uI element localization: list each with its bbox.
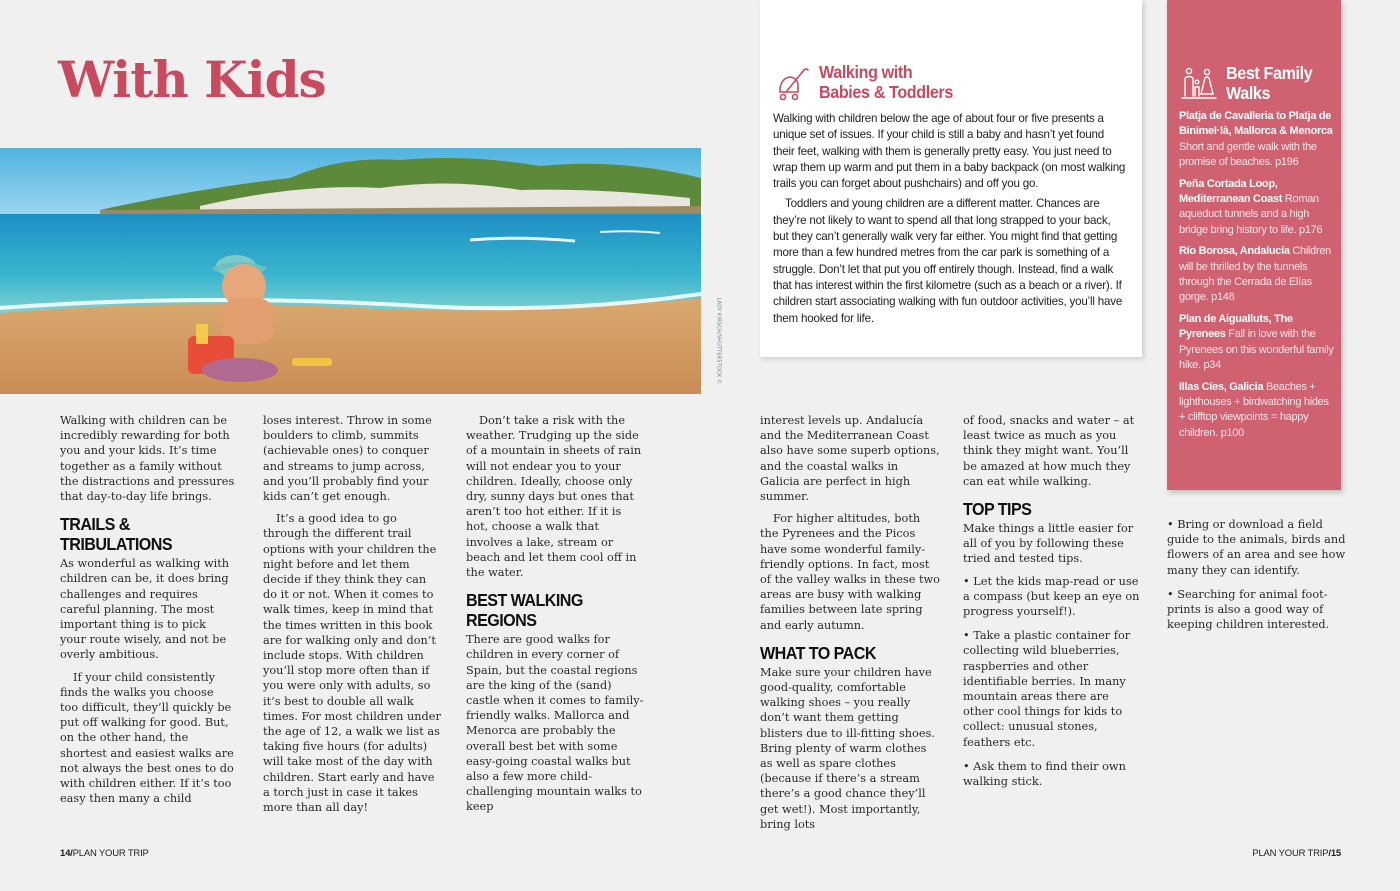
family-walk-item [1179, 312, 1337, 374]
heading-what-to-pack: WHAT TO PACK [760, 642, 876, 663]
paragraph: Walking with children below the age of about four or five presents a unique set of issues. If your child is still a baby and hasn’t yet found their feet, walking with them is generally pretty easy. You just need to wrap them up warm and put them in a baby backpack (on most walking trails you can forget about pushchairs) and off you go. [773, 112, 1126, 191]
family-walk-item [1179, 177, 1337, 239]
tip-item: • Searching for animal foot-prints is also a good way of keeping children interested. [1167, 587, 1330, 632]
walk-name: Platja de Cavalleria to Platja de Binimel·là, Mallorca & Menorca [1179, 110, 1333, 138]
paragraph: There are good walks for children in every corner of Spain, but the coastal regions are the king of the (sand) castle when it comes to family-friendly walks. Mallorca and Menorca are probably the overall best bet with some easy-going coastal walks but also a few more child-challenging mountain walks to keep [466, 633, 644, 814]
footer-slash: / [1328, 848, 1331, 859]
tip-item: • Let the kids map-read or use a compass (but keep an eye on progress yourself!). [963, 574, 1140, 619]
tip-item: • Ask them to find their own walking stick. [963, 759, 1126, 789]
family-box-title: Best Family Walks [1226, 63, 1313, 103]
column-2 [263, 413, 441, 822]
footer-right [1252, 848, 1341, 859]
beach-photo-illustration [0, 148, 701, 394]
paragraph: As wonderful as walking with children can be, it does bring challenges and requires careful planning. The most important thing is to pick your route wisely, and not be overly ambitious. [60, 557, 230, 662]
paragraph: Make things a little easier for all of you by following these tried and tested tips. [963, 522, 1134, 566]
column-1 [60, 413, 235, 813]
walk-desc: Beaches + lighthouses + birdwatching hides + clifftop viewpoints = happy children. p100 [1179, 380, 1329, 439]
footer-section: PLAN YOUR TRIP [72, 848, 149, 859]
family-walk-item [1179, 109, 1337, 171]
tip-item: • Bring or download a field guide to the animals, birds and flowers of an area and see how many they can identify. [1167, 518, 1346, 577]
walk-name: Plan de Aigualluts, The Pyrenees [1179, 312, 1293, 341]
best-family-walks-box [1167, 0, 1341, 490]
paragraph: Make sure your children have good-quality, comfortable walking shoes – you really don’t want them getting blisters due to ill-fitting shoes. Bring plenty of warm clothes as well as spare clothes (because if there’s a stream there’s a good chance they’ll get wet!). Most importantly, bring lots [760, 665, 935, 831]
family-walk-item [1179, 380, 1337, 442]
walk-desc: Fall in love with the Pyrenees on this wonderful family hike. p34 [1179, 328, 1334, 372]
intro-paragraph: Walking with children can be incredibly rewarding for both you and your kids. It’s time together as a family without the distractions and pressures that day-to-day life brings. [60, 414, 235, 504]
babies-toddlers-box [760, 0, 1142, 357]
column-6 [1167, 517, 1347, 641]
paragraph: loses interest. Throw in some boulders to climb, summits (achievable ones) to conquer and streams to jump across, and you’ll probably find your kids can’t get enough. [263, 414, 432, 504]
walk-desc: Children will be thrilled by the tunnels through the Cerrada de Elías gorge. p148 [1179, 245, 1331, 304]
heading-trails: TRAILS & TRIBULATIONS [60, 514, 173, 555]
heading-top-tips: TOP TIPS [963, 499, 1032, 520]
walk-name: Peña Cortada Loop, Mediterranean Coast [1179, 177, 1283, 206]
beach-photo [0, 148, 701, 394]
family-walk-item [1179, 244, 1337, 306]
family-walks-list [1179, 109, 1337, 447]
footer-section: PLAN YOUR TRIP [1252, 848, 1329, 859]
footer-left [60, 848, 149, 859]
heading-best-walking-regions: BEST WALKING REGIONS [466, 590, 583, 631]
paragraph: For higher altitudes, both the Pyrenees and the Picos have some wonderful family-friendly options. In fact, most of the valley walks in these two areas are busy with walking families between late spring and early autumn. [760, 512, 940, 632]
page-title: With Kids [58, 50, 326, 109]
paragraph: of food, snacks and water – at least twice as much as you think they might want. You’ll be amazed at how much they can eat while walking. [963, 414, 1135, 488]
paragraph: Don’t take a risk with the weather. Trudging up the side of a mountain in sheets of rain will not endear you to your children. Ideally, choose only dry, sunny days but ones that aren’t too hot either. If it is hot, choose a walk that involves a lake, stream or beach and let them cool off in the water. [466, 414, 642, 580]
photo-credit: LADY KIRSCH/SHUTTERSTOCK © [715, 297, 722, 385]
footer-slash: / [70, 848, 73, 859]
column-5 [963, 413, 1143, 798]
stroller-icon [774, 66, 810, 102]
paragraph: Toddlers and young children are a different matter. Chances are they’re not likely to want to spend all that long strapped to your back, but they can’t generally walk very far either. You might find that getting more than a few hundred metres from the car park is something of a struggle. Don’t let that put you off entirely though. Instead, find a walk that has interest within the first kilometre (such as a beach or a river). If children start associating walking with fun outdoor activities, you’ll have them hooked for life. [773, 197, 1123, 325]
tip-item: • Take a plastic container for collecting wild blueberries, raspberries and other identifiable berries. In many mountain areas there are other cool things for kids to collect: unusual stones, feathers etc. [963, 629, 1131, 749]
column-4 [760, 413, 940, 839]
family-icon [1181, 66, 1217, 100]
paragraph: interest levels up. Andalucía and the Mediterranean Coast also have some superb options, and the coastal walks in Galicia are perfect in high summer. [760, 414, 940, 504]
walk-desc: Short and gentle walk with the promise of beaches. p196 [1179, 140, 1317, 169]
babies-box-body [773, 111, 1128, 331]
page-number: 15 [1330, 848, 1341, 859]
paragraph: If your child consistently finds the walks you choose too difficult, they’ll quickly be put off walking for good. But, on the other hand, the shortest and easiest walks are not always the best ones to do with children either. If it’s too easy then many a child [60, 670, 234, 806]
paragraph: It’s a good idea to go through the different trail options with your children the night before and let them decide if they think they can do it or not. When it comes to walk times, keep in mind that the times written in this book are for walking only and don’t include stops. With children you’ll stop more often than if you were only with adults, so it’s best to double all walk times. For most children under the age of 12, a walk we list as taking five hours (for adults) will take most of the day with children. Start early and have a torch just in case it takes more than all day! [263, 512, 441, 815]
walk-desc: Roman aqueduct tunnels and a high bridge bring history to life. p176 [1179, 193, 1323, 236]
page-number: 14 [60, 848, 71, 859]
babies-box-title: Walking with Babies & Toddlers [819, 62, 953, 102]
walk-name: Río Borosa, Andalucía [1179, 245, 1290, 258]
walk-name: Illas Cíes, Galicia [1179, 380, 1264, 393]
column-3 [466, 413, 644, 822]
